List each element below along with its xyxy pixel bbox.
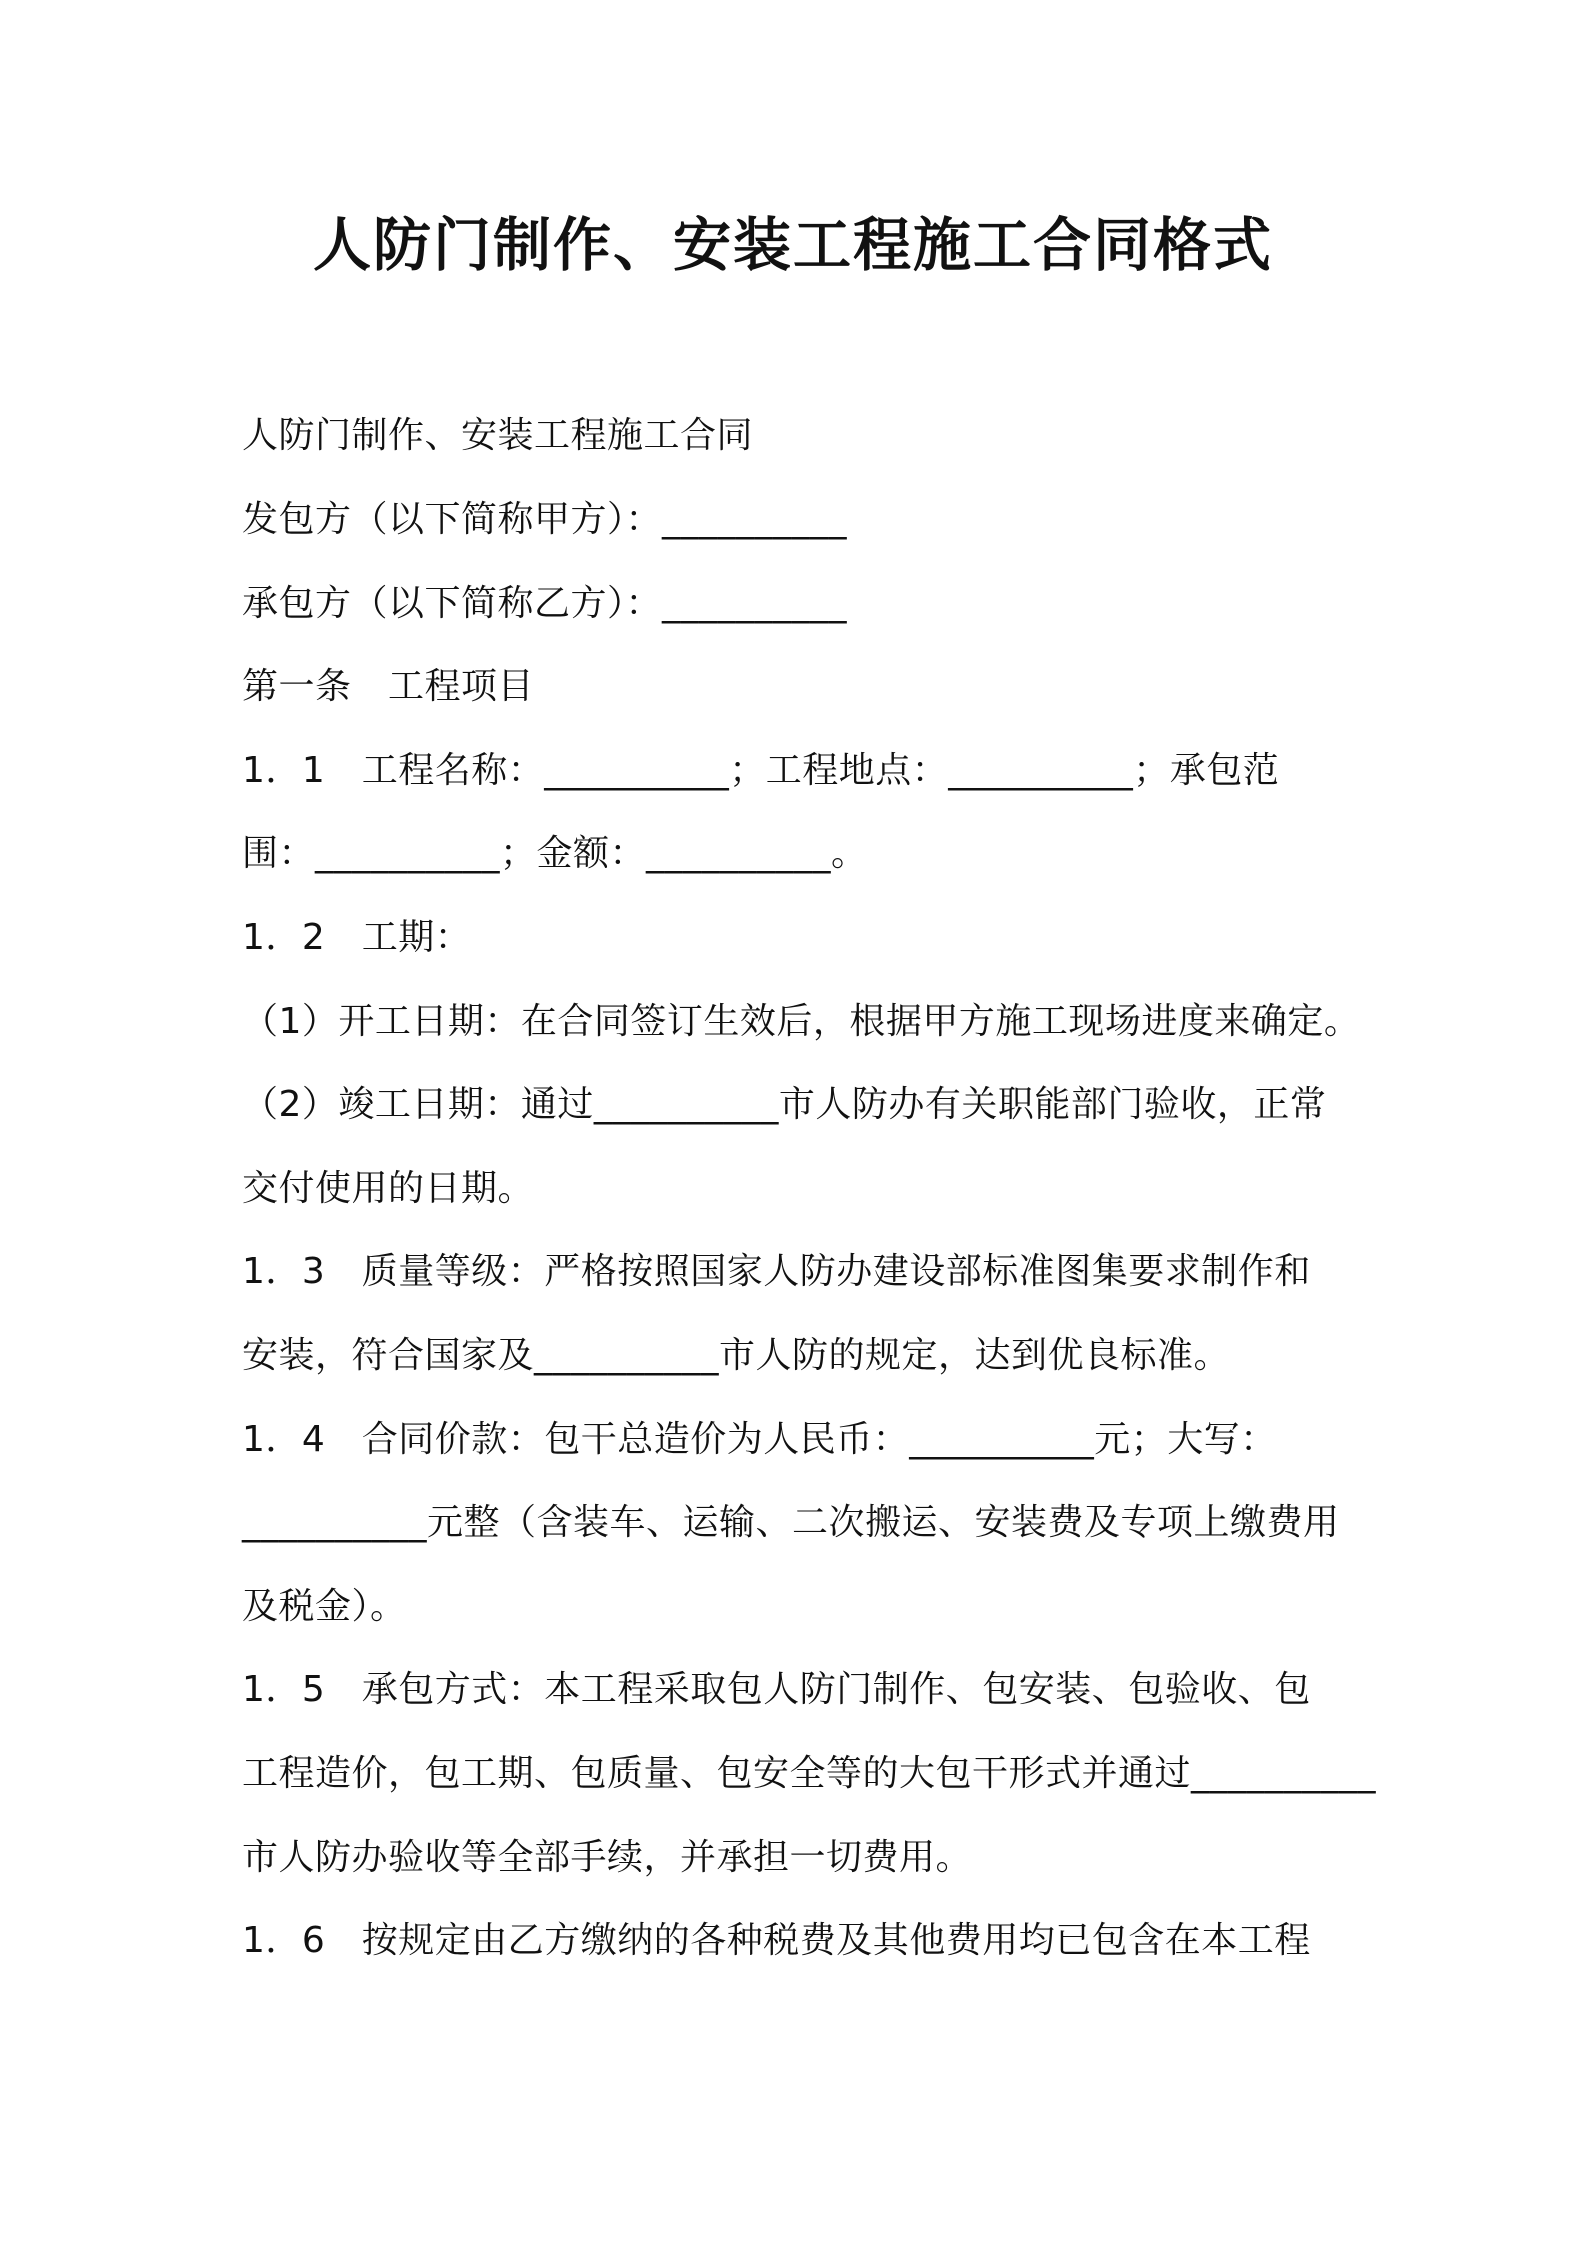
clause-1-1-line-2: 围：__________；金额：__________。 [242, 833, 868, 874]
clause-1-4-line-3: 及税金）。 [242, 1586, 407, 1627]
article-1-heading: 第一条 工程项目 [242, 666, 535, 707]
clause-1-5-line-2: 工程造价，包工期、包质量、包安全等的大包干形式并通过__________ [242, 1753, 1377, 1794]
party-a-line: 发包方（以下简称甲方）：__________ [242, 499, 848, 540]
clause-1-2-item-1: （1）开工日期：在合同签订生效后，根据甲方施工现场进度来确定。 [242, 1001, 1361, 1042]
contract-heading: 人防门制作、安装工程施工合同 [242, 415, 754, 456]
clause-1-3-line-1: 1．3 质量等级：严格按照国家人防办建设部标准图集要求制作和 [242, 1251, 1311, 1292]
clause-1-2-item-2-line-2: 交付使用的日期。 [242, 1168, 535, 1209]
clause-1-6-line-1: 1．6 按规定由乙方缴纳的各种税费及其他费用均已包含在本工程 [242, 1920, 1311, 1961]
clause-1-3-line-2: 安装，符合国家及__________市人防的规定，达到优良标准。 [242, 1335, 1231, 1376]
document-title: 人防门制作、安装工程施工合同格式 [312, 211, 1273, 279]
clause-1-1-line-1: 1．1 工程名称：__________；工程地点：__________；承包范 [242, 750, 1280, 791]
clause-1-2-heading: 1．2 工期： [242, 917, 472, 958]
clause-1-4-line-2: __________元整（含装车、运输、二次搬运、安装费及专项上缴费用 [242, 1502, 1340, 1543]
clause-1-2-item-2-line-1: （2）竣工日期：通过__________市人防办有关职能部门验收，正常 [242, 1084, 1327, 1125]
clause-1-5-line-3: 市人防办验收等全部手续，并承担一切费用。 [242, 1837, 973, 1878]
party-b-line: 承包方（以下简称乙方）：__________ [242, 583, 848, 624]
clause-1-5-line-1: 1．5 承包方式：本工程采取包人防门制作、包安装、包验收、包 [242, 1669, 1311, 1710]
clause-1-4-line-1: 1．4 合同价款：包干总造价为人民币：__________元；大写： [242, 1419, 1277, 1460]
